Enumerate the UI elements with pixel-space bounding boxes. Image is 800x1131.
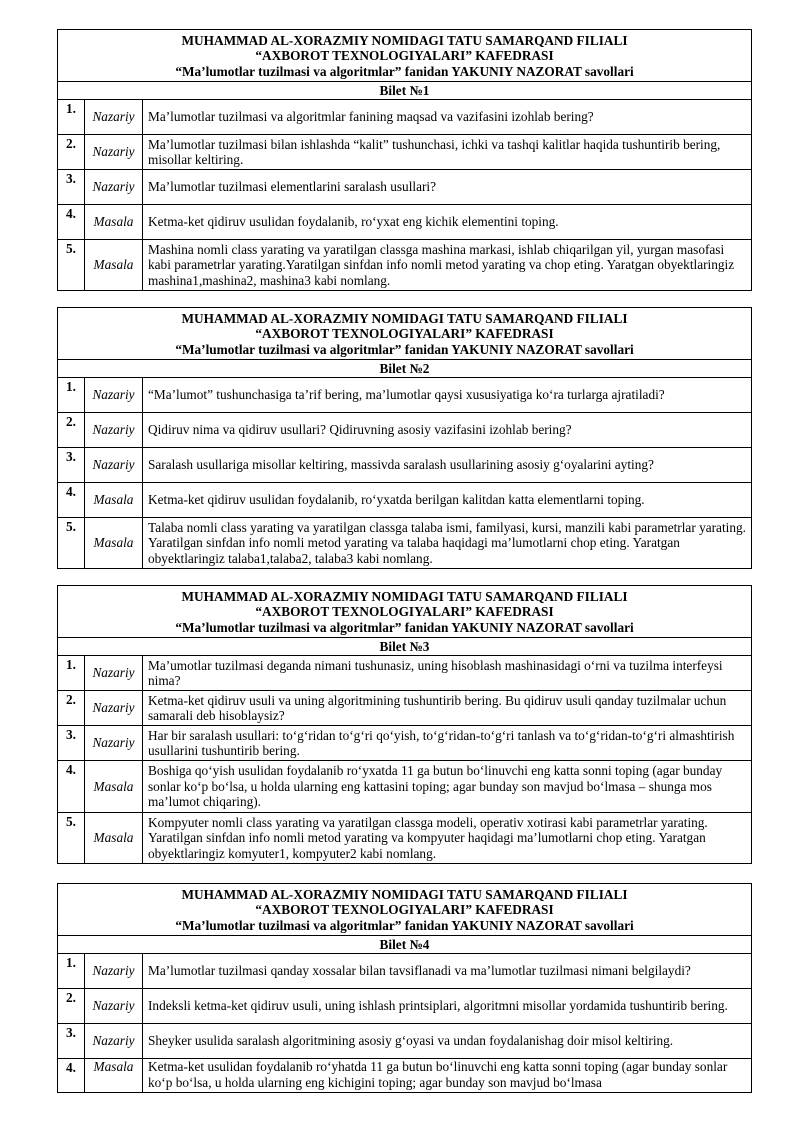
question-type: Masala [85, 483, 143, 518]
question-number: 4. [58, 205, 85, 240]
ticket-title: Bilet №3 [58, 638, 752, 656]
question-text: Har bir saralash usullari: toʻgʻridan toʻgʻri qoʻyish, toʻgʻridan-toʻgʻri tanlash va toʻgʻridan-toʻgʻri almashtirish usullarini tushuntirib bering. [143, 726, 752, 761]
question-row [58, 100, 752, 135]
question-type: Nazariy [85, 378, 143, 413]
question-row [58, 483, 752, 518]
question-text: Saralash usullariga misollar keltiring, massivda saralash usullarining asosiy gʻoyalarini ayting? [143, 448, 752, 483]
question-text: Ma’lumotlar tuzilmasi elementlarini saralash usullari? [143, 170, 752, 205]
question-number: 5. [58, 518, 85, 569]
question-row [58, 240, 752, 291]
question-text: Ma’lumotlar tuzilmasi bilan ishlashda “kalit” tushunchasi, ichki va tashqi kalitlar haqida tushuntirib bering, misollar keltiring. [143, 135, 752, 170]
question-text: Ketma-ket qidiruv usuli va uning algoritmining tushuntirib bering. Bu qidiruv usuli qanday tuzilmalar uchun samarali deb hisoblaysiz? [143, 691, 752, 726]
question-text: Ketma-ket usulidan foydalanib roʻyhatda 11 ga butun boʻlinuvchi eng katta sonni toping (agar bunday sonlar koʻp boʻlsa, u holda ularning eng kichigini toping; agar bunday son mavjud boʻlmasa [143, 1059, 752, 1093]
question-row [58, 448, 752, 483]
question-number: 1. [58, 378, 85, 413]
question-type: Nazariy [85, 100, 143, 135]
question-row [58, 378, 752, 413]
question-row [58, 813, 752, 864]
question-text: Ketma-ket qidiruv usulidan foydalanib, roʻyxat eng kichik elementini toping. [143, 205, 752, 240]
question-row [58, 518, 752, 569]
institution-title: MUHAMMAD AL-XORAZMIY NOMIDAGI TATU SAMARQAND FILIALI [181, 588, 628, 604]
question-number: 3. [58, 1024, 85, 1059]
institution-title: MUHAMMAD AL-XORAZMIY NOMIDAGI TATU SAMARQAND FILIALI [181, 32, 628, 48]
question-type: Nazariy [85, 413, 143, 448]
question-number: 3. [58, 448, 85, 483]
institution-title: MUHAMMAD AL-XORAZMIY NOMIDAGI TATU SAMARQAND FILIALI [181, 310, 628, 326]
department-title: “AXBOROT TEXNOLOGIYALARI” KAFEDRASI [255, 604, 554, 620]
exam-title: “Ma’lumotlar tuzilmasi va algoritmlar” fanidan YAKUNIY NAZORAT savollari [175, 63, 634, 79]
question-number: 3. [58, 726, 85, 761]
ticket-title: Bilet №2 [58, 360, 752, 378]
ticket-title: Bilet №1 [58, 82, 752, 100]
question-row [58, 170, 752, 205]
question-row [58, 135, 752, 170]
question-number: 2. [58, 989, 85, 1024]
question-type: Masala [85, 518, 143, 569]
department-title: “AXBOROT TEXNOLOGIYALARI” KAFEDRASI [255, 902, 554, 918]
ticket-header [58, 308, 752, 360]
question-number: 5. [58, 813, 85, 864]
exam-title: “Ma’lumotlar tuzilmasi va algoritmlar” fanidan YAKUNIY NAZORAT savollari [175, 341, 634, 357]
question-row [58, 989, 752, 1024]
question-row [58, 954, 752, 989]
question-number: 2. [58, 691, 85, 726]
ticket-4 [57, 883, 752, 1093]
question-text: Sheyker usulida saralash algoritmining asosiy gʻoyasi va undan foydalanishag doir misol keltiring. [143, 1024, 752, 1059]
question-type: Masala [85, 1059, 143, 1093]
question-number: 2. [58, 135, 85, 170]
exam-title: “Ma’lumotlar tuzilmasi va algoritmlar” fanidan YAKUNIY NAZORAT savollari [175, 619, 634, 635]
question-type: Nazariy [85, 1024, 143, 1059]
ticket-header [58, 884, 752, 936]
question-row [58, 1059, 752, 1093]
question-row [58, 1024, 752, 1059]
question-text: Ma’lumotlar tuzilmasi qanday xossalar bilan tavsiflanadi va ma’lumotlar tuzilmasi nimani belgilaydi? [143, 954, 752, 989]
question-type: Nazariy [85, 691, 143, 726]
question-text: Ketma-ket qidiruv usulidan foydalanib, roʻyxatda berilgan kalitdan katta elementlarni toping. [143, 483, 752, 518]
ticket-header [58, 30, 752, 82]
question-text: Ma’lumotlar tuzilmasi va algoritmlar fanining maqsad va vazifasini izohlab bering? [143, 100, 752, 135]
question-text: Indeksli ketma-ket qidiruv usuli, uning ishlash printsiplari, algoritmni misollar yordamida tushuntirib bering. [143, 989, 752, 1024]
question-row [58, 205, 752, 240]
question-type: Nazariy [85, 170, 143, 205]
question-type: Nazariy [85, 448, 143, 483]
question-row [58, 656, 752, 691]
ticket-title: Bilet №4 [58, 936, 752, 954]
question-type: Masala [85, 813, 143, 864]
question-type: Nazariy [85, 135, 143, 170]
question-number: 1. [58, 656, 85, 691]
ticket-1 [57, 29, 752, 291]
question-type: Masala [85, 240, 143, 291]
question-text: Kompyuter nomli class yarating va yaratilgan classga modeli, operativ xotirasi kabi parametrlar yarating. Yaratilgan sinfdan info nomli metod yarating va kompyuter haqidagi ma’lumotlarni chop eting. Yaratgan obyektlaringiz komyuter1, kompyuter2 kabi nomlang. [143, 813, 752, 864]
question-number: 1. [58, 100, 85, 135]
question-text: Mashina nomli class yarating va yaratilgan classga mashina markasi, ishlab chiqarilgan yil, yurgan masofasi kabi parametrlar yarating.Yaratilgan sinfdan info nomli metod yarating va chop eting. Yaratgan obyektlaringiz mashina1,mashina2, mashina3 kabi nomlang. [143, 240, 752, 291]
question-row [58, 726, 752, 761]
question-number: 2. [58, 413, 85, 448]
question-text: Qidiruv nima va qidiruv usullari? Qidiruvning asosiy vazifasini izohlab bering? [143, 413, 752, 448]
question-row [58, 413, 752, 448]
exam-title: “Ma’lumotlar tuzilmasi va algoritmlar” fanidan YAKUNIY NAZORAT savollari [175, 917, 634, 933]
question-type: Nazariy [85, 989, 143, 1024]
question-text: Ma’umotlar tuzilmasi deganda nimani tushunasiz, uning hisoblash mashinasidagi oʻrni va tuzilma interfeysi nima? [143, 656, 752, 691]
institution-title: MUHAMMAD AL-XORAZMIY NOMIDAGI TATU SAMARQAND FILIALI [181, 886, 628, 902]
question-text: “Ma’lumot” tushunchasiga ta’rif bering, ma’lumotlar qaysi xususiyatiga koʻra turlarga ajratiladi? [143, 378, 752, 413]
question-text: Talaba nomli class yarating va yaratilgan classga talaba ismi, familyasi, kursi, manzili kabi parametrlar yarating. Yaratilgan sinfdan info nomli metod yarating va talaba haqidagi ma’lumotlarni chop eting. Yaratgan obyektlaringiz talaba1,talaba2, talaba3 kabi nomlang. [143, 518, 752, 569]
question-row [58, 761, 752, 813]
ticket-header [58, 586, 752, 638]
question-type: Nazariy [85, 656, 143, 691]
question-type: Nazariy [85, 726, 143, 761]
ticket-2 [57, 307, 752, 569]
department-title: “AXBOROT TEXNOLOGIYALARI” KAFEDRASI [255, 48, 554, 64]
question-number: 5. [58, 240, 85, 291]
question-type: Masala [85, 205, 143, 240]
ticket-3 [57, 585, 752, 864]
department-title: “AXBOROT TEXNOLOGIYALARI” KAFEDRASI [255, 326, 554, 342]
question-type: Masala [85, 761, 143, 813]
question-number: 4. [58, 761, 85, 813]
question-number: 1. [58, 954, 85, 989]
question-type: Nazariy [85, 954, 143, 989]
question-row [58, 691, 752, 726]
question-number: 4. [58, 1059, 85, 1093]
question-text: Boshiga qoʻyish usulidan foydalanib roʻyxatda 11 ga butun boʻlinuvchi eng katta sonni toping (agar bunday sonlar koʻp boʻlsa, u holda ularning eng kattasini toping; agar bunday son mavjud boʻlmasa – shunga mos ma’lumot chiqaring). [143, 761, 752, 813]
question-number: 4. [58, 483, 85, 518]
question-number: 3. [58, 170, 85, 205]
